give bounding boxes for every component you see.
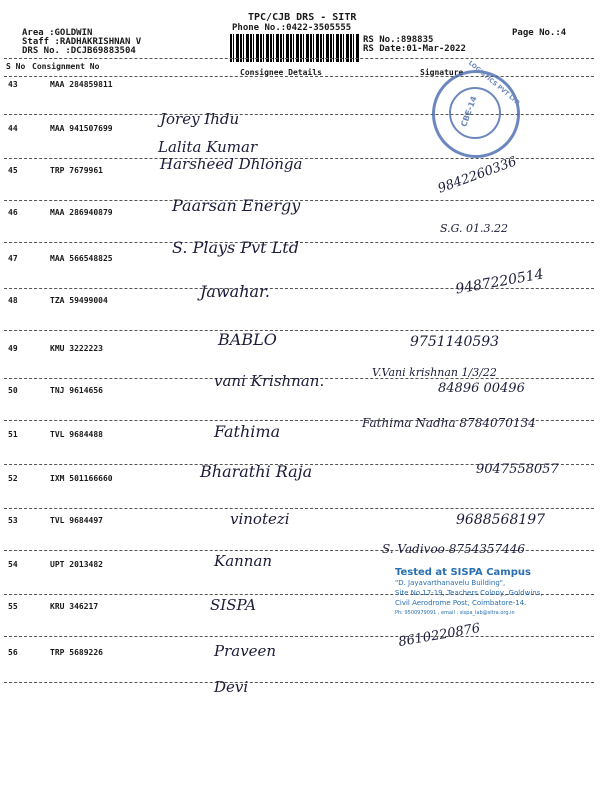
row-consignment-number: MAA 284859811 (50, 80, 113, 89)
handwritten-signature: 84896 00496 (438, 381, 525, 396)
row-consignment-number: UPT 2013482 (50, 560, 103, 569)
row-serial-number: 45 (8, 166, 18, 175)
row-divider (4, 636, 594, 637)
row-consignment-number: KMU 3222223 (50, 344, 103, 353)
handwritten-signature: 9047558057 (476, 462, 559, 477)
sispa-line: "D. Jayavarthanavelu Building", (395, 579, 506, 587)
header-divider (4, 58, 594, 59)
row-serial-number: 53 (8, 516, 18, 525)
handwritten-name: Kannan (214, 552, 273, 570)
row-consignment-number: MAA 941507699 (50, 124, 113, 133)
handwritten-signature: 9487220514 (454, 266, 545, 298)
handwritten-signature: V.Vani krishnan 1/3/22 (372, 366, 497, 379)
row-divider (4, 682, 594, 683)
phone-number: Phone No.:0422-3505555 (232, 23, 352, 33)
handwritten-name: S. Plays Pvt Ltd (172, 238, 299, 257)
row-serial-number: 54 (8, 560, 18, 569)
row-serial-number: 55 (8, 602, 18, 611)
handwritten-name: Harsheed Dhlonga (160, 155, 303, 173)
handwritten-signature: Fathima Nadha 8784070134 (362, 416, 536, 430)
handwritten-name: vinotezi (230, 510, 290, 528)
handwritten-signature: 9751140593 (410, 334, 500, 350)
handwritten-name: Lalita Kumar (158, 138, 258, 156)
handwritten-name: vani Krishnan. (214, 372, 325, 390)
row-serial-number: 49 (8, 344, 18, 353)
handwritten-name: Praveen (214, 642, 277, 660)
row-serial-number: 56 (8, 648, 18, 657)
rs-date: RS Date:01-Mar-2022 (363, 44, 466, 54)
sispa-line: Civil Aerodrome Post, Coimbatore-14. (395, 599, 527, 607)
row-consignment-number: TRP 7679961 (50, 166, 103, 175)
handwritten-name: Bharathi Raja (200, 462, 313, 481)
row-consignment-number: TRP 5689226 (50, 648, 103, 657)
row-consignment-number: IXM 501166660 (50, 474, 113, 483)
row-consignment-number: KRU 346217 (50, 602, 99, 611)
area-label: Area :GOLDWIN (22, 28, 93, 38)
row-serial-number: 43 (8, 80, 18, 89)
handwritten-signature: S. Vadivoo 8754357446 (382, 542, 526, 556)
company-stamp (432, 59, 521, 158)
row-serial-number: 51 (8, 430, 18, 439)
sispa-line: Site No.17-19, Teachers Colony, Goldwins, (395, 589, 543, 597)
document-title: TPC/CJB DRS - SITR (248, 12, 357, 23)
sispa-line: Ph: 9500979091 , email : sispa_lab@sitra.org.in (395, 610, 515, 616)
row-consignment-number: TVL 9684488 (50, 430, 103, 439)
row-divider (4, 330, 594, 331)
row-consignment-number: MAA 286940879 (50, 208, 113, 217)
sispa-stamp (395, 568, 543, 618)
handwritten-signature: 8610220876 (397, 620, 482, 651)
handwritten-signature: 9842260336 (435, 154, 519, 197)
handwritten-signature: 9688568197 (456, 512, 546, 528)
stamp-text: LOGISTICS PVT LTD (466, 59, 521, 107)
handwritten-name: SISPA (210, 596, 257, 614)
row-divider (4, 242, 594, 243)
row-consignment-number: MAA 566548825 (50, 254, 113, 263)
row-serial-number: 50 (8, 386, 18, 395)
handwritten-name: Fathima (214, 422, 281, 441)
staff-label: Staff :RADHAKRISHNAN V (22, 37, 142, 47)
handwritten-name: Jawahar. (200, 282, 271, 301)
stamp-center: CBE-14 (459, 94, 479, 129)
row-serial-number: 44 (8, 124, 18, 133)
row-consignment-number: TVL 9684497 (50, 516, 103, 525)
handwritten-name: Paarsan Energy (172, 196, 301, 215)
stamp-inner-ring (449, 87, 501, 139)
row-consignment-number: TNJ 9614656 (50, 386, 103, 395)
row-serial-number: 48 (8, 296, 18, 305)
column-divider (4, 76, 594, 77)
handwritten-name: Devi (214, 678, 249, 696)
page-number: Page No.:4 (512, 28, 567, 38)
column-signature: Signature (420, 68, 464, 77)
row-serial-number: 47 (8, 254, 18, 263)
row-consignment-number: TZA 59499004 (50, 296, 108, 305)
row-divider (4, 508, 594, 509)
handwritten-signature: S.G. 01.3.22 (440, 222, 509, 235)
column-consignment: Consignment No (32, 62, 100, 71)
drs-number: DRS No. :DCJB69883504 (22, 46, 136, 56)
handwritten-name: BABLO (218, 330, 277, 349)
handwritten-name: Jorey Ihdu (160, 110, 240, 128)
row-serial-number: 52 (8, 474, 18, 483)
column-details: Consignee Details (240, 68, 322, 77)
rs-number: RS No.:898835 (363, 35, 434, 45)
sispa-line: Tested at SISPA Campus (395, 567, 531, 578)
column-sno: S No (6, 62, 26, 71)
row-serial-number: 46 (8, 208, 18, 217)
